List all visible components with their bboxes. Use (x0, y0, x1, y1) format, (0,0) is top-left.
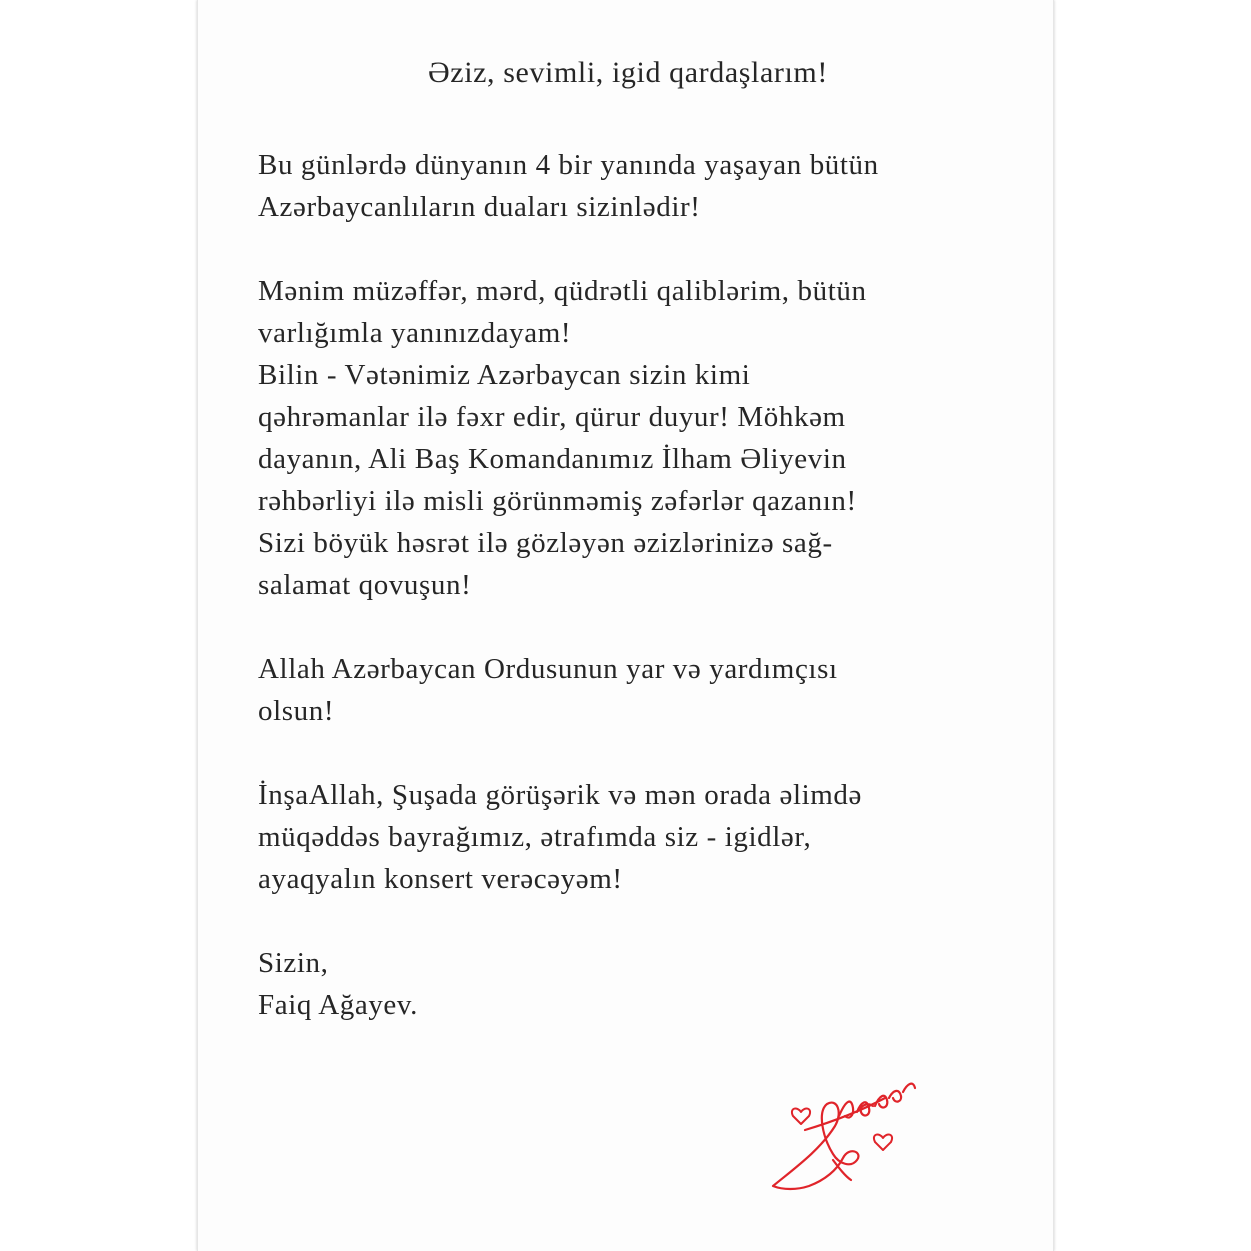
paragraph-line: müqəddəs bayrağımız, ətrafımda siz - igidlər, (258, 821, 812, 853)
paragraph-line: Allah Azərbaycan Ordusunun yar və yardımçısı (258, 653, 838, 685)
letter-greeting: Əziz, sevimli, igid qardaşlarım! (428, 56, 828, 89)
paragraph-line: ayaqyalın konsert verəcəyəm! (258, 863, 623, 895)
letter-closing (258, 942, 1018, 1026)
paragraph-1 (258, 144, 1018, 228)
paragraph-line: Mənim müzəffər, mərd, qüdrətli qaliblərim, bütün (258, 275, 867, 307)
paragraph-line: olsun! (258, 695, 335, 727)
paragraph-4 (258, 774, 1018, 900)
paragraph-line: salamat qovuşun! (258, 569, 472, 601)
letter-body (258, 52, 1018, 1026)
paragraph-3 (258, 648, 1018, 732)
paragraph-line: dayanın, Ali Baş Komandanımız İlham Əliyevin (258, 443, 847, 475)
paragraph-line: Azərbaycanlıların duaları sizinlədir! (258, 191, 701, 223)
handwritten-signature (765, 1068, 925, 1198)
closing-line: Sizin, (258, 947, 329, 979)
paragraph-line: Bu günlərdə dünyanın 4 bir yanında yaşayan bütün (258, 149, 879, 181)
paragraph-line: Bilin - Vətənimiz Azərbaycan sizin kimi (258, 359, 751, 391)
paragraph-line: qəhrəmanlar ilə fəxr edir, qürur duyur! Möhkəm (258, 401, 846, 433)
paragraph-2 (258, 270, 1018, 606)
paragraph-line: Sizi böyük həsrət ilə gözləyən əzizlərinizə sağ- (258, 527, 833, 559)
paragraph-line: rəhbərliyi ilə misli görünməmiş zəfərlər qazanın! (258, 485, 857, 517)
author-name: Faiq Ağayev. (258, 989, 418, 1021)
paragraph-line: varlığımla yanınızdayam! (258, 317, 572, 349)
paragraph-line: İnşaAllah, Şuşada görüşərik və mən orada əlimdə (258, 779, 862, 811)
